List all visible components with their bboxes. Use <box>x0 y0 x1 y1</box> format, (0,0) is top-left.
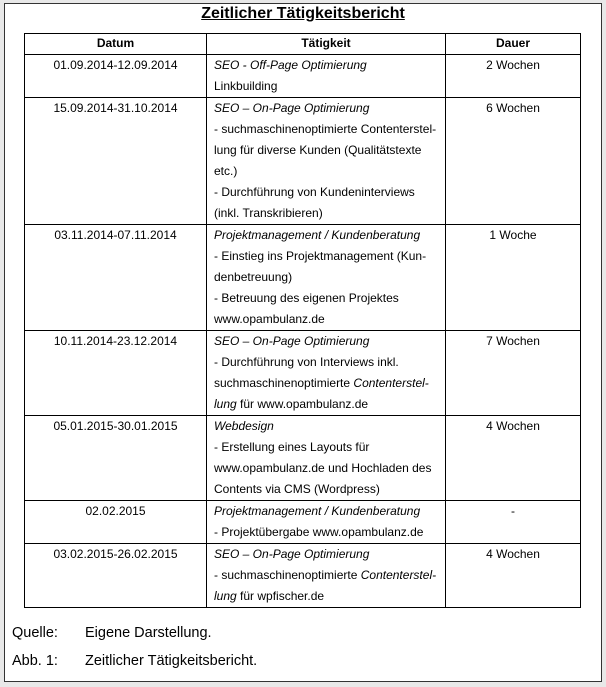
activity-cell <box>207 544 446 608</box>
activity-text: Contents via CMS (Wordpress) <box>214 482 380 496</box>
activity-text: www.opambulanz.de <box>214 312 325 326</box>
caption-source <box>12 625 212 641</box>
activity-line <box>214 98 445 119</box>
activity-text: für www.opambulanz.de <box>236 397 369 411</box>
activity-cell <box>207 416 446 501</box>
activity-text: Projektmanagement / Kundenberatung <box>214 504 421 518</box>
date-cell: 02.02.2015 <box>25 501 207 544</box>
table-row <box>25 501 581 544</box>
activity-line <box>214 161 445 182</box>
activity-line <box>214 352 445 373</box>
activity-line <box>214 586 445 607</box>
activity-text: SEO – On-Page Optimierung <box>214 547 370 561</box>
activity-line <box>214 309 445 330</box>
date-cell: 01.09.2014-12.09.2014 <box>25 55 207 98</box>
activity-text: Contenterstel- <box>353 376 429 390</box>
duration-cell: 4 Wochen <box>446 544 581 608</box>
activity-text: Projektmanagement / Kundenberatung <box>214 228 421 242</box>
activity-line <box>214 203 445 224</box>
activity-text: Contenterstel- <box>360 568 437 582</box>
activity-line <box>214 522 445 543</box>
table-row <box>25 544 581 608</box>
activity-line <box>214 544 445 565</box>
table-row <box>25 55 581 98</box>
date-cell: 03.02.2015-26.02.2015 <box>25 544 207 608</box>
activity-line <box>214 479 445 500</box>
activity-cell <box>207 331 446 416</box>
duration-cell: 4 Wochen <box>446 416 581 501</box>
activity-cell <box>207 225 446 331</box>
table-header-row <box>25 34 581 55</box>
activity-text: www.opambulanz.de und Hochladen des <box>214 461 432 475</box>
caption-figure <box>12 653 258 669</box>
activity-line <box>214 373 445 394</box>
activity-line <box>214 394 445 415</box>
activity-text: Webdesign <box>214 419 274 433</box>
activity-text: Linkbuilding <box>214 79 278 93</box>
activity-text: SEO – On-Page Optimierung <box>214 334 370 348</box>
table-row <box>25 98 581 225</box>
activity-text: lung <box>214 397 237 411</box>
activity-text: für wpfischer.de <box>236 589 325 603</box>
header-datum: Datum <box>25 34 207 55</box>
activity-text: - Erstellung eines Layouts für <box>214 440 370 454</box>
activity-line <box>214 501 445 522</box>
activity-line <box>214 565 445 586</box>
activity-line <box>214 140 445 161</box>
activity-cell <box>207 98 446 225</box>
date-cell: 10.11.2014-23.12.2014 <box>25 331 207 416</box>
activity-text: - suchmaschinenoptimierte Contenterstel- <box>214 122 437 136</box>
caption-label: Quelle: <box>12 625 58 641</box>
activity-cell <box>207 501 446 544</box>
duration-cell: 6 Wochen <box>446 98 581 225</box>
activity-text: suchmaschinenoptimierte <box>214 376 354 390</box>
duration-cell: 1 Woche <box>446 225 581 331</box>
activity-text: etc.) <box>214 164 238 178</box>
activity-text: - suchmaschinenoptimierte <box>214 568 361 582</box>
activity-text: lung für diverse Kunden (Qualitätstexte <box>214 143 422 157</box>
date-cell: 03.11.2014-07.11.2014 <box>25 225 207 331</box>
activity-line <box>214 55 445 76</box>
activity-line <box>214 458 445 479</box>
activity-line <box>214 76 445 97</box>
activity-line <box>214 246 445 267</box>
activity-text: - Betreuung des eigenen Projektes <box>214 291 399 305</box>
activity-text: - Durchführung von Kundeninterviews <box>214 185 415 199</box>
caption-label: Abb. 1: <box>12 653 58 669</box>
activity-line <box>214 119 445 140</box>
table-row <box>25 331 581 416</box>
activity-table <box>24 33 581 608</box>
activity-text: - Einstieg ins Projektmanagement (Kun- <box>214 249 427 263</box>
duration-cell: 7 Wochen <box>446 331 581 416</box>
activity-text: SEO – On-Page Optimierung <box>214 101 370 115</box>
caption-value: Eigene Darstellung. <box>85 625 212 641</box>
duration-cell: 2 Wochen <box>446 55 581 98</box>
activity-text: - Durchführung von Interviews inkl. <box>214 355 399 369</box>
table-row <box>25 416 581 501</box>
document-title: Zeitlicher Tätigkeitsbericht <box>201 5 405 22</box>
activity-cell <box>207 55 446 98</box>
duration-cell: - <box>446 501 581 544</box>
activity-line <box>214 182 445 203</box>
header-dauer: Dauer <box>446 34 581 55</box>
activity-text: (inkl. Transkribieren) <box>214 206 323 220</box>
caption-value: Zeitlicher Tätigkeitsbericht. <box>85 653 258 669</box>
header-taetigkeit: Tätigkeit <box>207 34 446 55</box>
activity-line <box>214 437 445 458</box>
activity-line <box>214 416 445 437</box>
activity-text: denbetreuung) <box>214 270 293 284</box>
activity-line <box>214 267 445 288</box>
date-cell: 15.09.2014-31.10.2014 <box>25 98 207 225</box>
activity-line <box>214 331 445 352</box>
table-row <box>25 225 581 331</box>
activity-line <box>214 225 445 246</box>
activity-text: SEO - Off-Page Optimierung <box>214 58 367 72</box>
activity-text: lung <box>214 589 237 603</box>
activity-line <box>214 288 445 309</box>
date-cell: 05.01.2015-30.01.2015 <box>25 416 207 501</box>
activity-text: - Projektübergabe www.opambulanz.de <box>214 525 424 539</box>
